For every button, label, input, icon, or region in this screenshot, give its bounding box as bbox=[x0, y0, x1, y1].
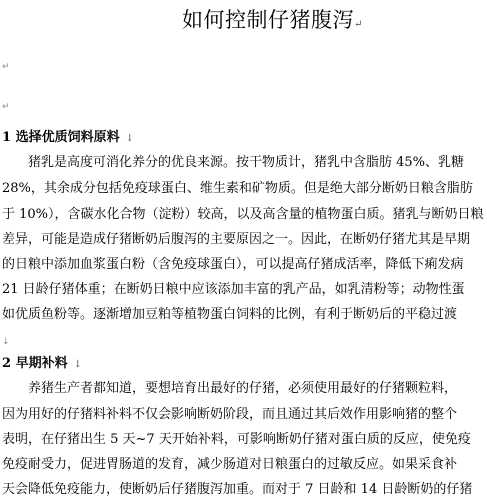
section-heading-2 bbox=[2, 355, 82, 374]
paragraph-line: 天会降低免疫能力，使断奶后仔猪腹泻加重。而对于 7 日龄和 14 日龄断奶的仔猪 bbox=[2, 482, 473, 497]
title-paragraph-mark: ↵ bbox=[354, 19, 363, 30]
section-heading-text: 1 选择优质饲料原料 bbox=[2, 130, 120, 145]
paragraph-line: 28%，其余成分包括免疫球蛋白、维生素和矿物质。但是绝大部分断奶日粮含脂肪 bbox=[2, 181, 473, 196]
paragraph-line: 猪乳是高度可消化养分的优良来源。按干物质计，猪乳中含脂肪 45%、乳糖 bbox=[28, 155, 465, 170]
section-heading-1 bbox=[2, 129, 134, 148]
paragraph-line: 的日粮中添加血浆蛋白粉（含免疫球蛋白），可以提高仔猪成活率，降低下痢发病 bbox=[2, 257, 464, 272]
paragraph-line: 因为用好的仔猪料补料不仅会影响断奶阶段，而且通过其后效作用影响猪的整个 bbox=[2, 407, 458, 422]
paragraph-line: 于 10%），含碳水化合物（淀粉）较高，以及高含量的植物蛋白质。猪乳与断奶日粮 bbox=[2, 207, 484, 222]
paragraph-line: 免疫耐受力，促进胃肠道的发育，减少肠道对日粮蛋白的过敏反应。如果采食补 bbox=[2, 457, 458, 472]
section-heading-text: 2 早期补料 bbox=[2, 356, 68, 371]
blank-paragraph-mark: ↵ bbox=[2, 62, 10, 72]
heading-paragraph-mark: ↓ bbox=[125, 133, 134, 144]
blank-paragraph-mark: ↵ bbox=[2, 102, 10, 112]
paragraph-line: 差异，可能是造成仔猪断奶后腹泻的主要原因之一。因此，在断奶仔猪尤其是早期 bbox=[2, 232, 471, 247]
title-text: 如何控制仔猪腹泻 bbox=[182, 8, 354, 32]
paragraph-line: 表明，在仔猪出生 5 天~7 天开始补料，可影响断奶仔猪对蛋白质的反应，使免疫 bbox=[2, 432, 471, 447]
paragraph-line: 如优质鱼粉等。逐渐增加豆粕等植物蛋白饲料的比例，有利于断奶后的平稳过渡 bbox=[2, 307, 458, 322]
paragraph-line: 21 日龄仔猪体重；在断奶日粮中应该添加丰富的乳产品，如乳清粉等；动物性蛋 bbox=[2, 282, 465, 297]
paragraph-line: 养猪生产者都知道，要想培育出最好的仔猪，必须使用最好的仔猪颗粒料， bbox=[28, 381, 458, 396]
section-end-mark: ↓ bbox=[2, 337, 10, 347]
heading-paragraph-mark: ↓ bbox=[73, 359, 82, 370]
document-title bbox=[182, 6, 363, 39]
